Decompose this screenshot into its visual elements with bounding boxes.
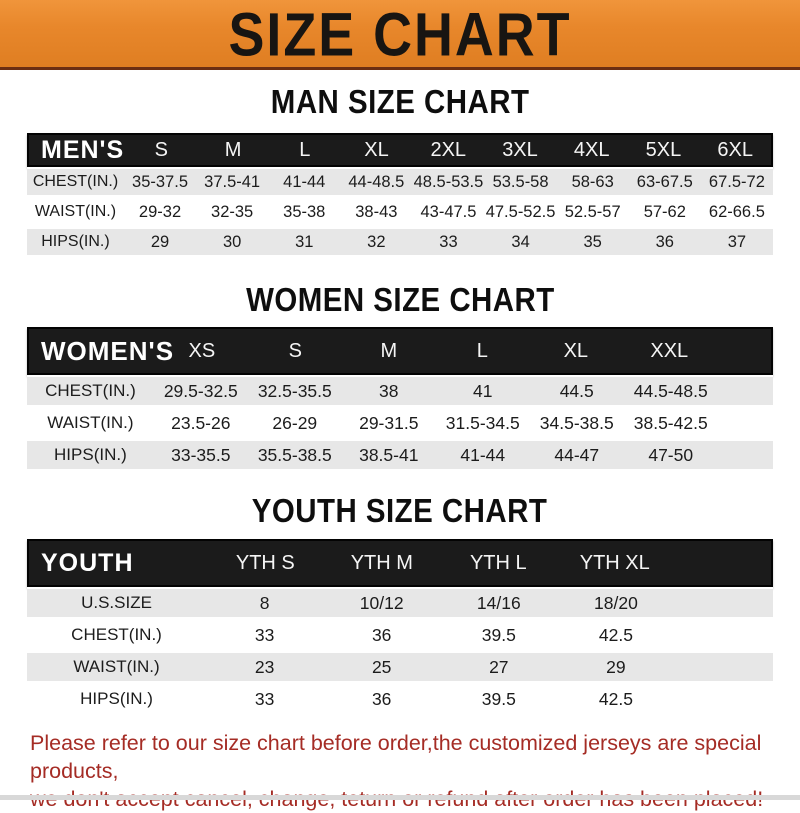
disclaimer-text <box>30 729 780 813</box>
men-section-heading <box>0 84 800 120</box>
column-header: 2XL <box>430 138 467 161</box>
men-size-table <box>27 133 773 257</box>
size-value: 44.5-48.5 <box>633 380 708 401</box>
size-value: 33-35.5 <box>171 444 231 465</box>
size-value: 32-35 <box>211 202 254 221</box>
size-value: 32 <box>367 232 386 251</box>
size-value: 27 <box>489 656 509 677</box>
column-header: XL <box>563 339 589 362</box>
table-corner-label: MEN'S <box>41 135 125 164</box>
size-value: 29.5-32.5 <box>163 380 238 401</box>
table-header-row <box>27 327 773 375</box>
table-row <box>27 683 773 715</box>
size-value: 31.5-34.5 <box>445 412 520 433</box>
youth-section-heading <box>0 493 800 529</box>
table-row <box>27 375 773 407</box>
size-value: 62-66.5 <box>708 202 765 221</box>
size-value: 48.5-53.5 <box>413 172 484 191</box>
column-header: YTH S <box>235 551 295 574</box>
table-row <box>27 407 773 439</box>
size-value: 47-50 <box>648 444 694 465</box>
size-value: 38.5-41 <box>359 444 419 465</box>
size-value: 39.5 <box>481 624 516 645</box>
size-value: 36 <box>655 232 674 251</box>
size-value: 14/16 <box>476 592 521 613</box>
size-value: 33 <box>254 624 275 645</box>
row-label: WAIST(IN.) <box>34 203 117 220</box>
size-value: 57-62 <box>643 202 686 221</box>
size-value: 18/20 <box>594 592 638 613</box>
size-value: 34 <box>511 232 530 251</box>
size-value: 36 <box>371 688 392 709</box>
size-value: 29 <box>606 656 626 677</box>
size-value: 35 <box>583 232 602 251</box>
size-value: 38.5-42.5 <box>633 412 708 433</box>
size-value: 47.5-52.5 <box>485 202 556 221</box>
size-value: 31 <box>295 232 314 251</box>
table-header-row <box>27 539 773 587</box>
size-value: 29-31.5 <box>359 412 419 433</box>
column-header: 6XL <box>717 138 753 161</box>
size-value: 43-47.5 <box>420 202 477 221</box>
column-header: 3XL <box>502 138 538 161</box>
size-value: 35-37.5 <box>132 172 188 191</box>
table-header-row <box>27 133 773 167</box>
size-value: 41-44 <box>460 444 506 465</box>
size-value: 29 <box>150 232 170 251</box>
size-value: 58-63 <box>571 172 614 191</box>
size-value: 30 <box>222 232 242 251</box>
size-value: 10/12 <box>359 592 404 613</box>
column-header: 4XL <box>573 138 610 161</box>
column-header: S <box>154 138 168 161</box>
column-header: YTH L <box>469 551 527 574</box>
size-value: 52.5-57 <box>564 202 621 221</box>
row-label: CHEST(IN.) <box>45 381 136 400</box>
size-value: 44-48.5 <box>348 172 405 191</box>
size-value: 41-44 <box>283 172 326 191</box>
table-corner-label: YOUTH <box>41 548 134 577</box>
table-row <box>27 651 773 683</box>
table-row <box>27 167 773 197</box>
row-label: HIPS(IN.) <box>80 689 153 708</box>
size-value: 35.5-38.5 <box>257 444 332 465</box>
size-value: 42.5 <box>598 624 633 645</box>
size-value: 38-43 <box>355 202 398 221</box>
table-corner-label: WOMEN'S <box>41 335 175 366</box>
size-value: 32.5-35.5 <box>257 380 332 401</box>
bottom-strip <box>0 795 800 800</box>
size-value: 37.5-41 <box>204 172 261 191</box>
youth-size-table <box>27 539 773 715</box>
men-section-heading-text: MAN SIZE CHART <box>270 82 530 121</box>
column-header: 5XL <box>645 138 682 161</box>
size-value: 39.5 <box>481 688 516 709</box>
column-header: S <box>288 339 303 362</box>
size-chart-banner <box>0 0 800 70</box>
disclaimer-line-1: Please refer to our size chart before order,the customized jerseys are special products, <box>30 731 762 783</box>
size-value: 44-47 <box>554 444 600 465</box>
table-row <box>27 587 773 619</box>
size-value: 23.5-26 <box>171 412 231 433</box>
row-label: WAIST(IN.) <box>47 413 134 432</box>
size-value: 36 <box>371 624 392 645</box>
row-label: CHEST(IN.) <box>32 173 119 190</box>
banner-title: SIZE CHART <box>228 0 572 69</box>
size-value: 44.5 <box>559 380 594 401</box>
column-header: XXL <box>650 339 689 362</box>
column-header: YTH M <box>350 551 413 574</box>
youth-section-heading-text: YOUTH SIZE CHART <box>252 491 548 530</box>
column-header: XL <box>364 138 389 161</box>
row-label: HIPS(IN.) <box>54 445 127 464</box>
size-value: 8 <box>259 592 270 613</box>
size-value: 63-67.5 <box>636 172 693 191</box>
women-section-heading-text: WOMEN SIZE CHART <box>245 280 555 319</box>
size-value: 26-29 <box>272 412 318 433</box>
row-label: HIPS(IN.) <box>41 233 110 250</box>
women-section-heading <box>0 282 800 318</box>
row-label: U.S.SIZE <box>81 593 152 612</box>
size-value: 35-38 <box>283 202 326 221</box>
size-value: 34.5-38.5 <box>539 412 614 433</box>
women-size-table <box>27 327 773 471</box>
column-header: XS <box>188 339 216 362</box>
table-row <box>27 619 773 651</box>
table-row <box>27 439 773 471</box>
column-header: L <box>299 138 311 161</box>
column-header: M <box>224 138 242 161</box>
column-header: L <box>476 339 488 362</box>
size-value: 67.5-72 <box>708 172 765 191</box>
size-value: 23 <box>254 656 275 677</box>
row-label: WAIST(IN.) <box>73 657 160 676</box>
column-header: M <box>380 339 398 362</box>
table-row <box>27 227 773 257</box>
size-value: 41 <box>473 380 493 401</box>
column-header: YTH XL <box>579 551 650 574</box>
size-value: 38 <box>379 380 399 401</box>
size-value: 42.5 <box>598 688 633 709</box>
table-row <box>27 197 773 227</box>
size-value: 53.5-58 <box>492 172 549 191</box>
size-value: 25 <box>371 656 392 677</box>
row-label: CHEST(IN.) <box>71 625 162 644</box>
size-value: 37 <box>727 232 747 251</box>
size-value: 29-32 <box>138 202 182 221</box>
size-value: 33 <box>254 688 275 709</box>
size-value: 33 <box>439 232 458 251</box>
